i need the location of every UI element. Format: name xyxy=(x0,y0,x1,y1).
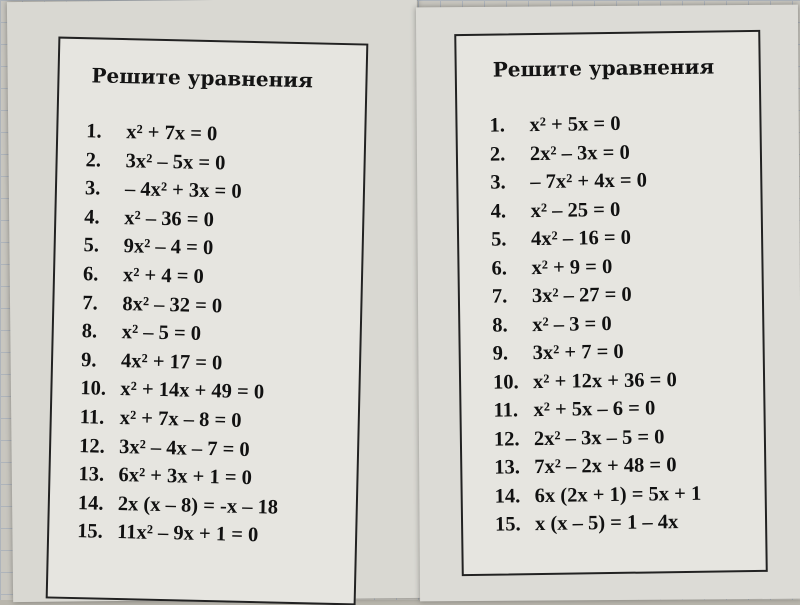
equation-item xyxy=(495,507,765,539)
equation-number: 11. xyxy=(79,406,105,429)
equation-number: 12. xyxy=(493,427,520,451)
equation-item xyxy=(489,108,759,140)
equation-number: 1. xyxy=(86,120,102,143)
equation-text: 3x² – 27 = 0 xyxy=(531,283,632,308)
equation-text: x (x – 5) = 1 – 4x xyxy=(534,511,679,536)
equation-number: 11. xyxy=(493,399,519,422)
equation-text: 3x² – 5x = 0 xyxy=(125,149,226,174)
equation-number: 2. xyxy=(489,142,506,166)
equation-number: 7. xyxy=(82,291,99,315)
equation-text: x² – 25 = 0 xyxy=(530,198,621,222)
equation-number: 2. xyxy=(85,148,102,172)
equation-item xyxy=(494,421,764,453)
equation-number: 9. xyxy=(80,348,97,372)
equation-text: x² + 5x = 0 xyxy=(529,112,621,137)
equation-number: 10. xyxy=(80,377,107,401)
equation-text: x² + 5x – 6 = 0 xyxy=(533,397,656,422)
equation-item xyxy=(493,364,763,396)
equation-number: 3. xyxy=(84,177,101,200)
equation-text: 4x² – 16 = 0 xyxy=(530,226,632,251)
equation-text: 9x² – 4 = 0 xyxy=(123,235,214,260)
equation-number: 13. xyxy=(494,456,521,479)
equation-text: 6x² + 3x + 1 = 0 xyxy=(118,464,253,490)
equation-number: 5. xyxy=(83,234,100,257)
equation-number: 14. xyxy=(77,491,104,515)
equation-item xyxy=(490,165,760,197)
equation-item xyxy=(493,393,763,425)
left-worksheet-title: Решите уравнения xyxy=(91,63,314,93)
equation-item xyxy=(490,136,760,168)
equation-text: – 7x² + 4x = 0 xyxy=(530,169,648,194)
equation-text: x² + 14x + 49 = 0 xyxy=(120,378,265,404)
equation-item xyxy=(494,450,764,482)
equation-text: 3x² – 4x – 7 = 0 xyxy=(118,435,250,461)
equation-text: x² – 36 = 0 xyxy=(124,206,215,231)
equation-text: x² – 3 = 0 xyxy=(532,312,612,336)
equation-number: 6. xyxy=(491,256,508,280)
equation-text: x² + 7x = 0 xyxy=(126,121,218,146)
equation-item xyxy=(491,250,761,282)
equation-text: 2x (x – 8) = -x – 18 xyxy=(117,492,279,519)
equation-text: 11x² – 9x + 1 = 0 xyxy=(116,521,259,547)
equation-item xyxy=(491,193,761,225)
equation-text: 2x² – 3x = 0 xyxy=(529,141,630,165)
equation-text: 3x² + 7 = 0 xyxy=(532,340,624,365)
equation-number: 6. xyxy=(82,263,99,286)
equation-text: 8x² – 32 = 0 xyxy=(122,292,223,317)
equation-item xyxy=(491,222,761,254)
equation-number: 14. xyxy=(494,484,521,508)
equation-text: 2x² – 3x – 5 = 0 xyxy=(533,425,665,450)
equation-item xyxy=(492,279,762,311)
equation-text: 7x² – 2x + 48 = 0 xyxy=(534,454,677,479)
equation-item xyxy=(494,478,764,510)
equation-item xyxy=(492,307,762,339)
equation-text: – 4x² + 3x = 0 xyxy=(124,178,242,203)
equation-number: 8. xyxy=(81,320,98,343)
equation-text: x² + 9 = 0 xyxy=(531,255,613,279)
equation-number: 9. xyxy=(492,342,509,365)
equation-number: 1. xyxy=(489,114,506,137)
left-worksheet-card xyxy=(46,37,369,605)
equation-text: x² + 4 = 0 xyxy=(122,264,205,288)
equation-text: 4x² + 17 = 0 xyxy=(120,349,223,375)
equation-number: 15. xyxy=(76,520,104,544)
equation-number: 4. xyxy=(490,199,507,223)
equation-number: 13. xyxy=(78,463,105,486)
equation-number: 4. xyxy=(84,205,100,229)
left-equation-list xyxy=(77,117,365,552)
equation-item xyxy=(77,517,356,552)
equation-text: x² + 12x + 36 = 0 xyxy=(532,368,677,393)
equation-number: 10. xyxy=(492,370,519,394)
equation-number: 15. xyxy=(494,513,521,536)
equation-number: 5. xyxy=(490,228,507,251)
equation-number: 12. xyxy=(78,434,106,458)
equation-text: x² – 5 = 0 xyxy=(121,321,202,346)
right-worksheet-title: Решите уравнения xyxy=(492,54,715,82)
equation-text: 6x (2x + 1) = 5x + 1 xyxy=(534,482,702,507)
equation-number: 7. xyxy=(491,285,508,308)
equation-text: x² + 7x – 8 = 0 xyxy=(119,406,242,432)
right-equation-list xyxy=(489,108,765,539)
equation-number: 8. xyxy=(492,313,508,337)
equation-item xyxy=(493,336,763,368)
equation-number: 3. xyxy=(490,171,506,194)
right-worksheet-card xyxy=(454,30,768,576)
